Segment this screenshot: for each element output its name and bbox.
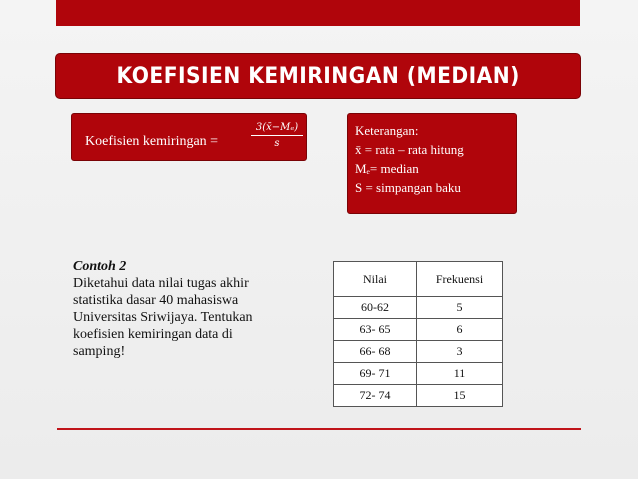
column-header-frekuensi: Frekuensi <box>417 262 503 297</box>
table-cell: 5 <box>417 297 503 319</box>
frequency-table <box>333 261 503 407</box>
table-cell: 6 <box>417 319 503 341</box>
table-row <box>334 297 503 319</box>
table-row <box>334 341 503 363</box>
legend-line: S = simpangan baku <box>355 180 461 195</box>
legend-box <box>347 113 517 214</box>
formula-box <box>71 113 307 161</box>
legend-heading: Keterangan: <box>355 123 419 138</box>
formula-fraction <box>251 122 303 149</box>
legend-line: Mₑ= median <box>355 161 419 176</box>
example-text-block <box>73 258 293 360</box>
table-cell: 11 <box>417 363 503 385</box>
formula-denominator: s <box>274 138 280 149</box>
table-cell: 60-62 <box>334 297 417 319</box>
column-header-nilai: Nilai <box>334 262 417 297</box>
table-cell: 63- 65 <box>334 319 417 341</box>
table-header-row <box>334 262 503 297</box>
table-cell: 69- 71 <box>334 363 417 385</box>
table-row <box>334 363 503 385</box>
top-accent-bar <box>56 0 580 26</box>
bottom-divider <box>57 428 581 430</box>
table-row <box>334 385 503 407</box>
table-row <box>334 319 503 341</box>
formula-label: Koefisien kemiringan = <box>85 134 219 149</box>
legend-line: x̄ = rata – rata hitung <box>355 142 464 157</box>
table-cell: 15 <box>417 385 503 407</box>
example-body: Diketahui data nilai tugas akhir statistika dasar 40 mahasiswa Universitas Sriwijaya. Tentukan koefisien kemiringan data di samping! <box>73 276 253 359</box>
table-cell: 72- 74 <box>334 385 417 407</box>
table-cell: 3 <box>417 341 503 363</box>
formula-numerator: 3(x̄−Mₑ) <box>251 122 303 136</box>
example-heading: Contoh 2 <box>73 259 127 274</box>
table-cell: 66- 68 <box>334 341 417 363</box>
title-banner <box>55 53 581 99</box>
slide-title: KOEFISIEN KEMIRINGAN (MEDIAN) <box>116 63 520 89</box>
